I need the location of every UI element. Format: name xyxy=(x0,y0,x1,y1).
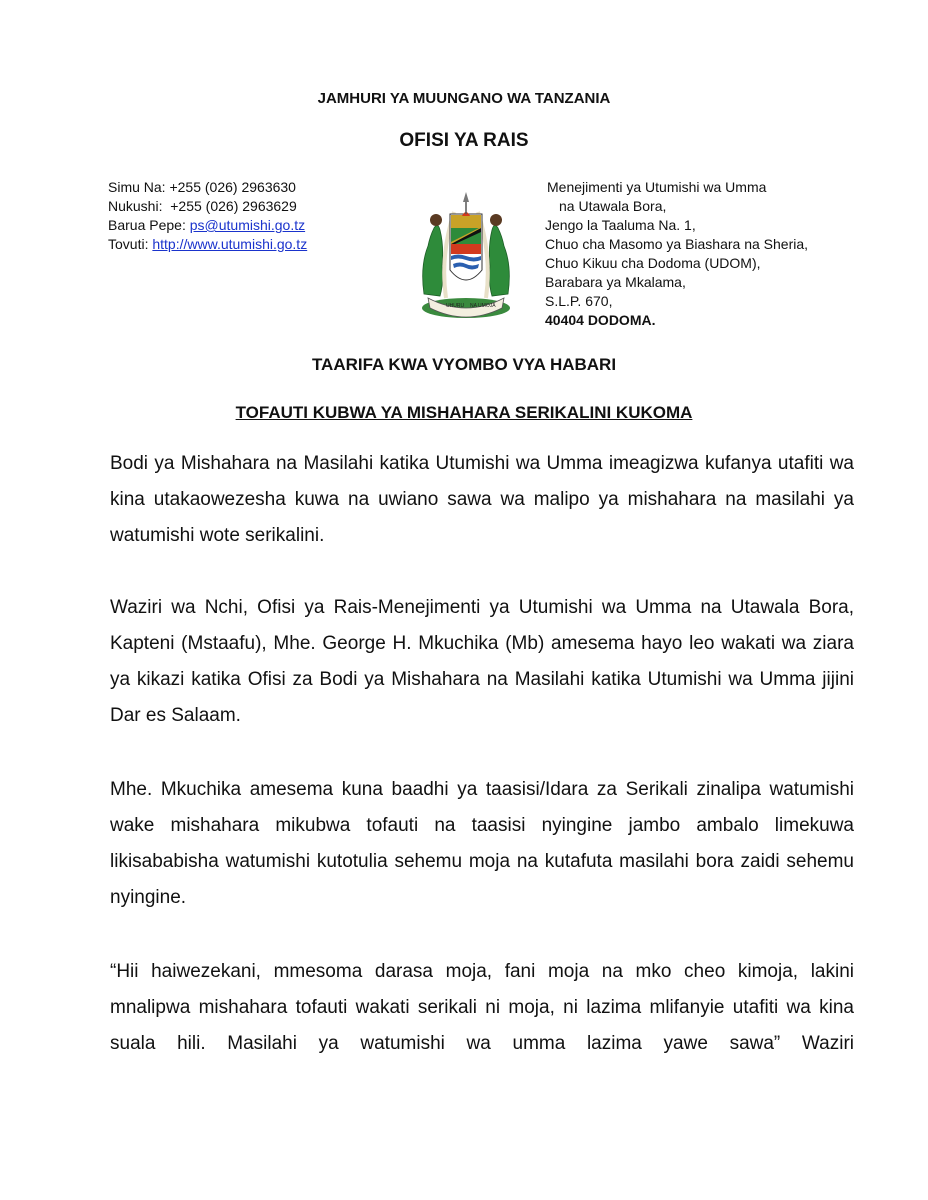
tanzania-coat-of-arms-icon xyxy=(410,186,522,324)
address-line-7: S.L.P. 670, xyxy=(545,293,613,309)
fax-number: +255 (026) 2963629 xyxy=(170,198,297,214)
fax-label: Nukushi: xyxy=(108,198,163,214)
web-label: Tovuti: xyxy=(108,236,149,252)
phone-line xyxy=(108,178,307,197)
address-line-3: Jengo la Taaluma Na. 1, xyxy=(545,217,696,233)
address-line-8: 40404 DODOMA. xyxy=(545,312,656,328)
address-line-5: Chuo Kikuu cha Dodoma (UDOM), xyxy=(545,255,761,271)
office-title: OFISI YA RAIS xyxy=(399,130,529,151)
email-label: Barua Pepe: xyxy=(108,217,186,233)
web-line xyxy=(108,235,307,254)
web-link[interactable]: http://www.utumishi.go.tz xyxy=(152,236,308,252)
press-title: TOFAUTI KUBWA YA MISHAHARA SERIKALINI KUKOMA xyxy=(235,403,693,422)
paragraph-4: “Hii haiwezekani, mmesoma darasa moja, fani moja na mko cheo kimoja, lakini mnalipwa mishahara tofauti wakati serikali ni moja, ni lazima mlifanyie utafiti wa kina suala hili. Masilahi ya watumishi wa umma lazima yawe sawa” Waziri xyxy=(110,961,854,1054)
address-line-1: Menejimenti ya Utumishi wa Umma xyxy=(547,179,767,195)
address-line-4: Chuo cha Masomo ya Biashara na Sheria, xyxy=(545,236,809,252)
motto-left: UHURU xyxy=(446,303,465,309)
email-link[interactable]: ps@utumishi.go.tz xyxy=(189,217,306,233)
phone-number: +255 (026) 2963630 xyxy=(169,179,296,195)
phone-label: Simu Na: xyxy=(108,179,166,195)
fax-line xyxy=(108,197,307,216)
contact-block xyxy=(108,178,307,254)
paragraph-2: Waziri wa Nchi, Ofisi ya Rais-Menejimenti ya Utumishi wa Umma na Utawala Bora, Kapteni (Mstaafu), Mhe. George H. Mkuchika (Mb) amesema hayo leo wakati wa ziara ya kikazi katika Ofisi za Bodi ya Mishahara na Masilahi katika Utumishi wa Umma jijini Dar es Salaam. xyxy=(110,597,854,726)
motto-right: NA UMOJA xyxy=(470,303,496,309)
paragraph-3: Mhe. Mkuchika amesema kuna baadhi ya taasisi/Idara za Serikali zinalipa watumishi wake mishahara mikubwa tofauti na taasisi nyingine jambo ambalo limekuwa likisababisha watumishi kutotulia sehemu moja na kutafuta masilahi bora zaidi sehemu nyingine. xyxy=(110,779,854,908)
republic-title: JAMHURI YA MUUNGANO WA TANZANIA xyxy=(317,90,611,107)
address-block xyxy=(540,178,808,330)
paragraph-1: Bodi ya Mishahara na Masilahi katika Utumishi wa Umma imeagizwa kufanya utafiti wa kina utakaowezesha kuwa na uwiano sawa wa malipo ya mishahara na masilahi ya watumishi wote serikalini. xyxy=(110,453,854,546)
address-line-6: Barabara ya Mkalama, xyxy=(545,274,686,290)
email-line xyxy=(108,216,307,235)
address-line-2: na Utawala Bora, xyxy=(559,198,667,214)
press-heading: TAARIFA KWA VYOMBO VYA HABARI xyxy=(311,355,617,374)
